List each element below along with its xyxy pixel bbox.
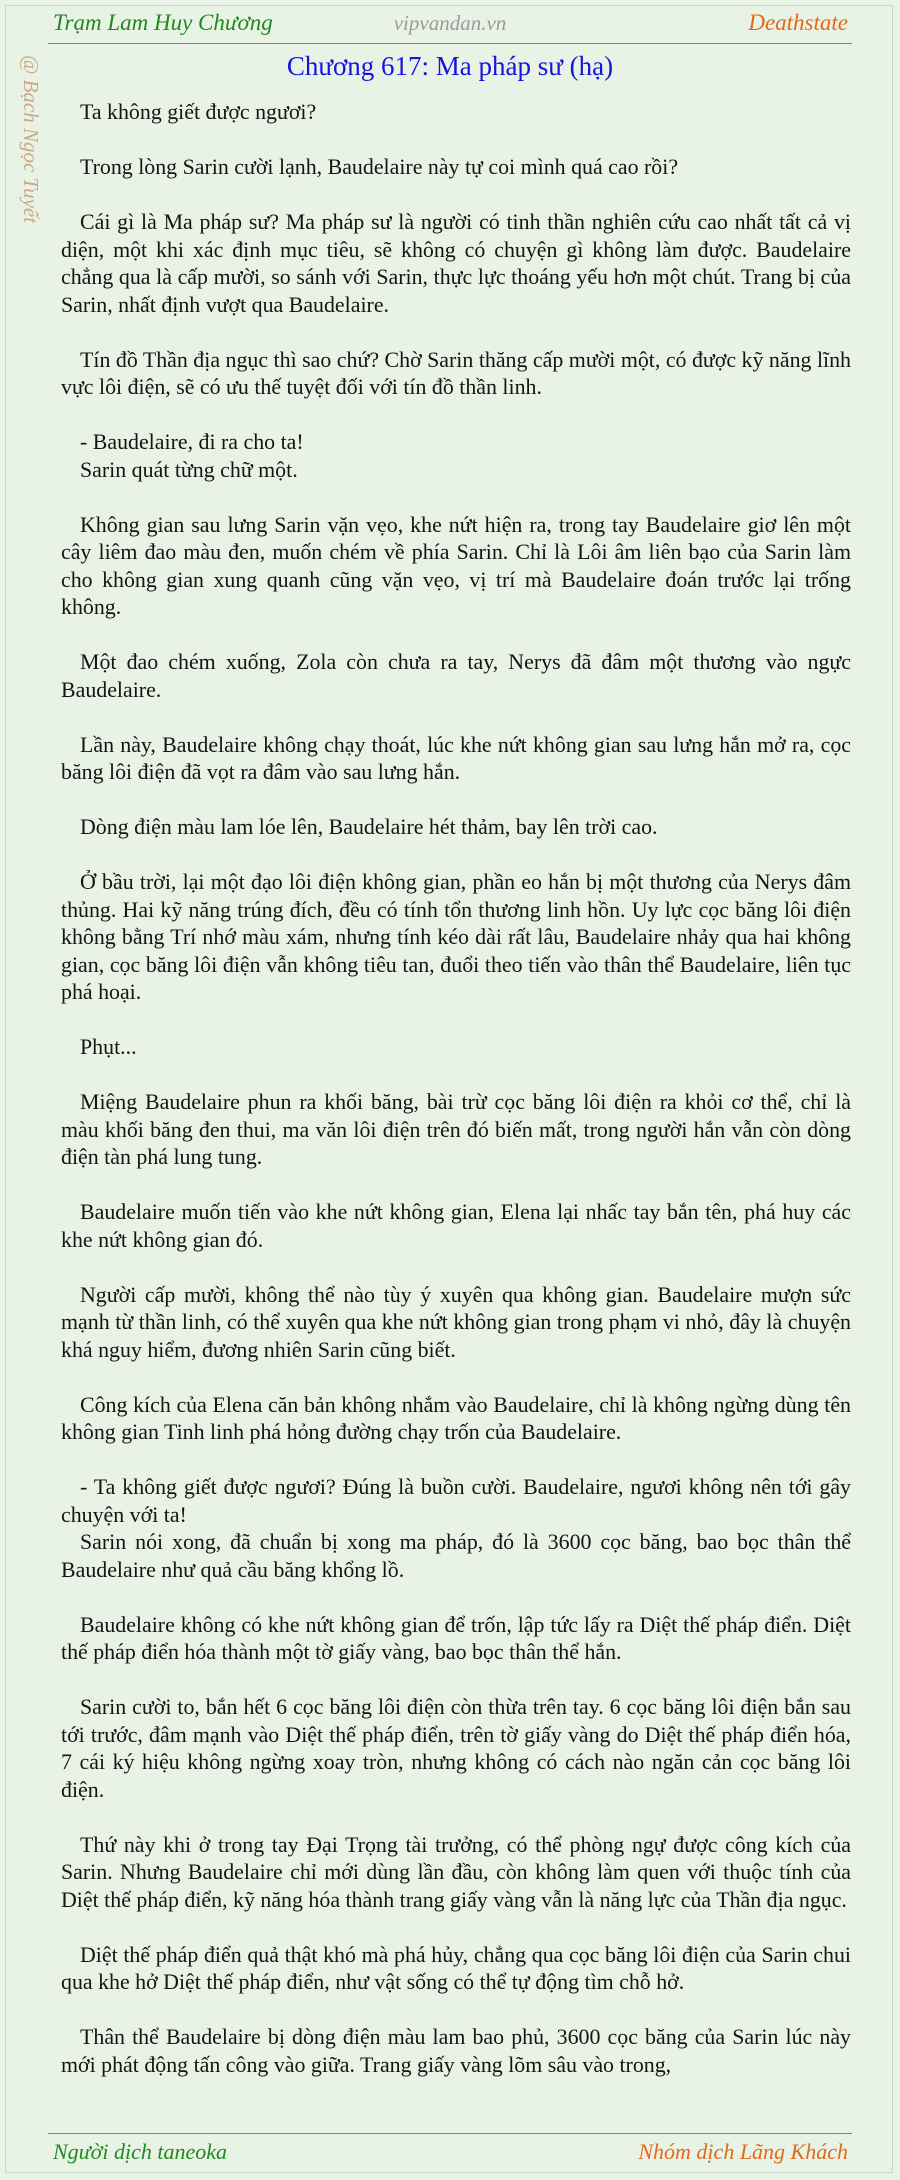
paragraph: Ở bầu trời, lại một đạo lôi điện không gian, phần eo hắn bị một thương của Nerys đâm thủng. Hai kỹ năng trúng đích, đều có tính tổn thương linh hồn. Uy lực cọc băng lôi điện không bằng Trí nhớ màu xám, nhưng tính kéo dài rất lâu, Baudelaire nhảy qua hai không gian, cọc băng lôi điện vẫn không tiêu tan, đuổi theo tiến vào thân thể Baudelaire, liên tục phá hoại. — [61, 869, 851, 1004]
header-site-name: Trạm Lam Huy Chương — [53, 10, 273, 35]
footer-divider — [48, 2133, 852, 2134]
paragraph: Diệt thế pháp điển quả thật khó mà phá hủy, chẳng qua cọc băng lôi điện của Sarin chui qua khe hở Diệt thế pháp điển, như vật sống có thể tự động tìm chỗ hở. — [61, 1941, 851, 1994]
paragraph: Dòng điện màu lam lóe lên, Baudelaire hét thảm, bay lên trời cao. — [80, 814, 658, 839]
paragraph: Sarin cười to, bắn hết 6 cọc băng lôi điện còn thừa trên tay. 6 cọc băng lôi điện bắn sau tới trước, đâm mạnh vào Diệt thế pháp điển, trên tờ giấy vàng do Diệt thế pháp điển hóa, 7 cái ký hiệu không ngừng xoay tròn, nhưng không có cách nào ngăn cản cọc băng lôi điện. — [61, 1694, 851, 1802]
chapter-body — [61, 98, 851, 2106]
paragraph: - Ta không giết được ngươi? Đúng là buồn cười. Baudelaire, ngươi không nên tới gây chuyện với ta! — [61, 1474, 851, 1527]
paragraph: Ta không giết được ngươi? — [80, 99, 317, 124]
paragraph: Thân thể Baudelaire bị dòng điện màu lam bao phủ, 3600 cọc băng của Sarin lúc này mới phát động tấn công vào giữa. Trang giấy vàng lõm sâu vào trong, — [61, 2024, 851, 2077]
paragraph: Phụt... — [80, 1034, 137, 1059]
paragraph: Người cấp mười, không thể nào tùy ý xuyên qua không gian. Baudelaire mượn sức mạnh từ thần linh, có thể xuyên qua khe nứt không gian trong phạm vi nhỏ, đây là chuyện khá nguy hiểm, đương nhiên Sarin cũng biết. — [61, 1281, 851, 1362]
header-divider — [48, 43, 852, 44]
paragraph: Thứ này khi ở trong tay Đại Trọng tài trưởng, có thể phòng ngự được công kích của Sarin. Nhưng Baudelaire chỉ mới dùng lần đầu, còn không làm quen với thuộc tính của Diệt thế pháp điển, kỹ năng hóa thành trang giấy vàng vẫn là năng lực của Thần địa ngục. — [61, 1831, 851, 1912]
paragraph: Không gian sau lưng Sarin vặn vẹo, khe nứt hiện ra, trong tay Baudelaire giơ lên một cây liêm đao màu đen, muốn chém về phía Sarin. Chỉ là Lôi âm liên bạo của Sarin làm cho không gian xung quanh cũng vặn vẹo, vị trí mà Baudelaire đoán trước lại trống không. — [61, 511, 851, 619]
sidebar-watermark — [13, 55, 43, 275]
paragraph: Baudelaire không có khe nứt không gian để trốn, lập tức lấy ra Diệt thế pháp điển. Diệt thế pháp điển hóa thành một tờ giấy vàng, bao bọc thân thể hắn. — [61, 1611, 851, 1664]
paragraph: Trong lòng Sarin cười lạnh, Baudelaire này tự coi mình quá cao rồi? — [80, 154, 679, 179]
paragraph: Tín đồ Thần địa ngục thì sao chứ? Chờ Sarin thăng cấp mười một, có được kỹ năng lĩnh vực lôi điện, sẽ có ưu thế tuyệt đối với tín đồ thần linh. — [61, 346, 851, 399]
page-header — [0, 0, 900, 46]
chapter-title: Chương 617: Ma pháp sư (hạ) — [286, 51, 614, 81]
paragraph: Một đao chém xuống, Zola còn chưa ra tay, Nerys đã đâm một thương vào ngực Baudelaire. — [61, 649, 851, 702]
header-website[interactable]: vipvandan.vn — [393, 11, 507, 35]
watermark-text: @ Bạch Ngọc Tuyết — [19, 55, 43, 224]
footer-group: Nhóm dịch Lãng Khách — [638, 2139, 848, 2164]
paragraph: Miệng Baudelaire phun ra khối băng, bài trừ cọc băng lôi điện ra khỏi cơ thể, chỉ là màu khối băng đen thui, ma văn lôi điện trên đó biến mất, trong người hắn vẫn còn dòng điện tàn phá lung tung. — [61, 1089, 851, 1169]
header-book-title: Deathstate — [748, 10, 848, 35]
paragraph: Sarin quát từng chữ một. — [80, 456, 298, 482]
paragraph: Công kích của Elena căn bản không nhắm vào Baudelaire, chỉ là không ngừng dùng tên không gian Tinh linh phá hỏng đường chạy trốn của Baudelaire. — [61, 1391, 851, 1444]
paragraph: Sarin nói xong, đã chuẩn bị xong ma pháp, đó là 3600 cọc băng, bao bọc thân thể Baudelaire như quả cầu băng khổng lồ. — [61, 1529, 851, 1582]
paragraph: - Baudelaire, đi ra cho ta! — [80, 429, 304, 454]
paragraph: Cái gì là Ma pháp sư? Ma pháp sư là người có tinh thần nghiên cứu cao nhất tất cả vị diện, một khi xác định mục tiêu, sẽ không có chuyện gì không làm được. Baudelaire chẳng qua là cấp mười, so sánh với Sarin, thực lực thoáng yếu hơn một chút. Trang bị của Sarin, nhất định vượt qua Baudelaire. — [61, 209, 851, 317]
footer-translator: Người dịch taneoka — [53, 2139, 228, 2164]
paragraph: Lần này, Baudelaire không chạy thoát, lúc khe nứt không gian sau lưng hắn mở ra, cọc băng lôi điện đã vọt ra đâm vào sau lưng hắn. — [61, 731, 851, 784]
paragraph: Baudelaire muốn tiến vào khe nứt không gian, Elena lại nhấc tay bắn tên, phá huy các khe nứt không gian đó. — [61, 1199, 851, 1252]
